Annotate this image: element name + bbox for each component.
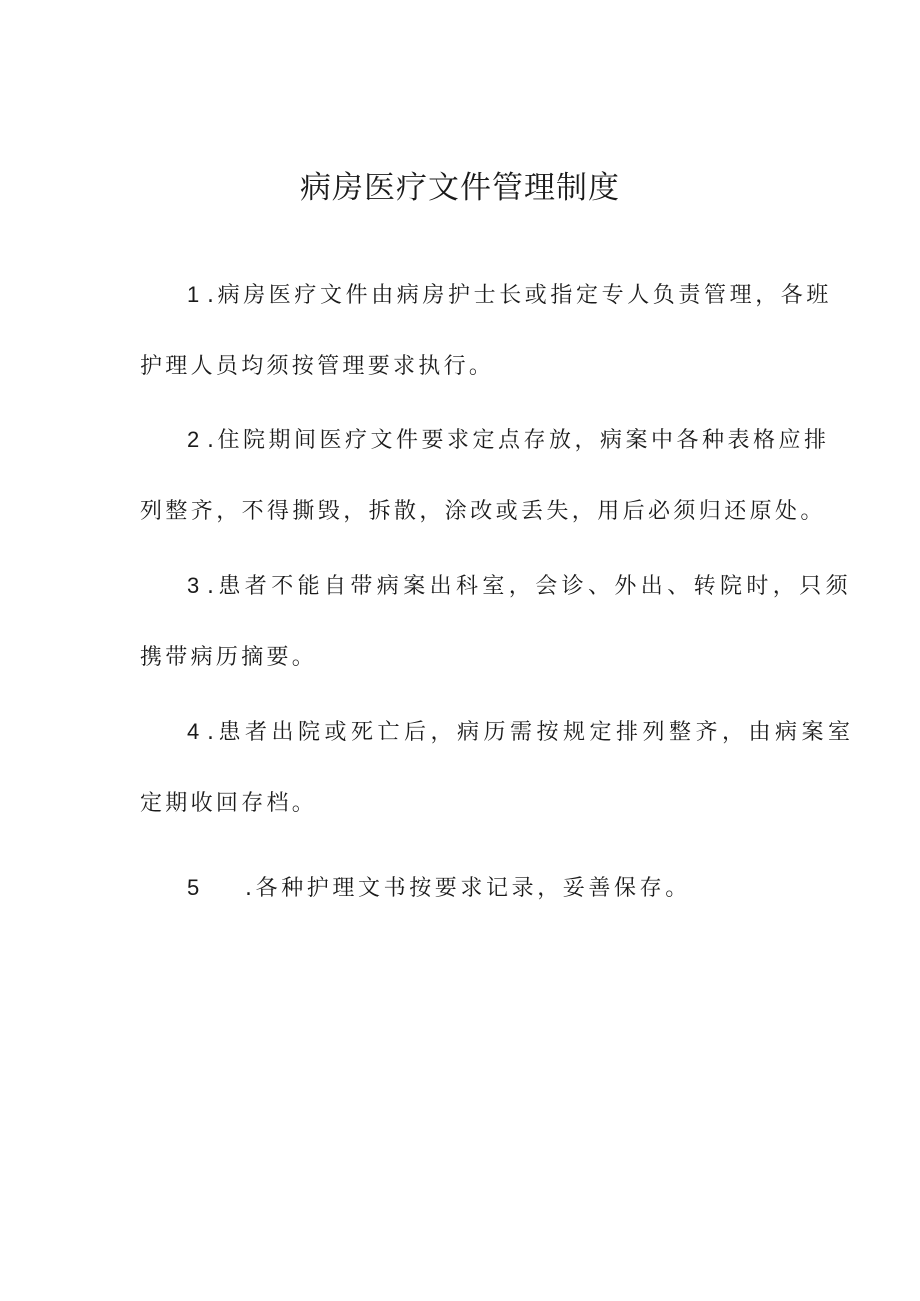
rule-item-4-line-2 [140, 784, 790, 824]
rule-item-3-line-1 [140, 566, 852, 606]
rule-text: .患者出院或死亡后，病历需按规定排列整齐，由病案室 [207, 720, 855, 745]
rule-number: 1 [187, 282, 200, 307]
rule-item-3-line-2 [140, 638, 790, 678]
rule-text: 护理人员均须按管理要求执行。 [140, 354, 495, 379]
rule-text: 携带病历摘要。 [140, 645, 318, 670]
rule-number: 4 [187, 719, 200, 744]
document-title: 病房医疗文件管理制度 [300, 170, 620, 206]
rule-item-5-line-1 [140, 868, 790, 908]
rule-item-2-line-1 [140, 420, 830, 460]
rule-item-2-line-2 [140, 492, 826, 532]
rule-item-1-line-2 [140, 347, 790, 387]
rule-number: 2 [187, 427, 200, 452]
rule-number: 3 [187, 573, 200, 598]
rule-number: 5 [187, 875, 200, 900]
rule-text: .各种护理文书按要求记录，妥善保存。 [245, 876, 691, 901]
rule-text: 列整齐，不得撕毁，拆散，涂改或丢失，用后必须归还原处。 [140, 499, 826, 524]
rule-text: .病房医疗文件由病房护士长或指定专人负责管理，各班 [207, 283, 832, 308]
rule-text: 定期收回存档。 [140, 791, 318, 816]
rule-item-1-line-1 [140, 275, 832, 315]
rule-item-4-line-1 [140, 712, 855, 752]
rule-text: .患者不能自带病案出科室，会诊、外出、转院时，只须 [207, 574, 852, 599]
rule-text: .住院期间医疗文件要求定点存放，病案中各种表格应排 [207, 428, 830, 453]
